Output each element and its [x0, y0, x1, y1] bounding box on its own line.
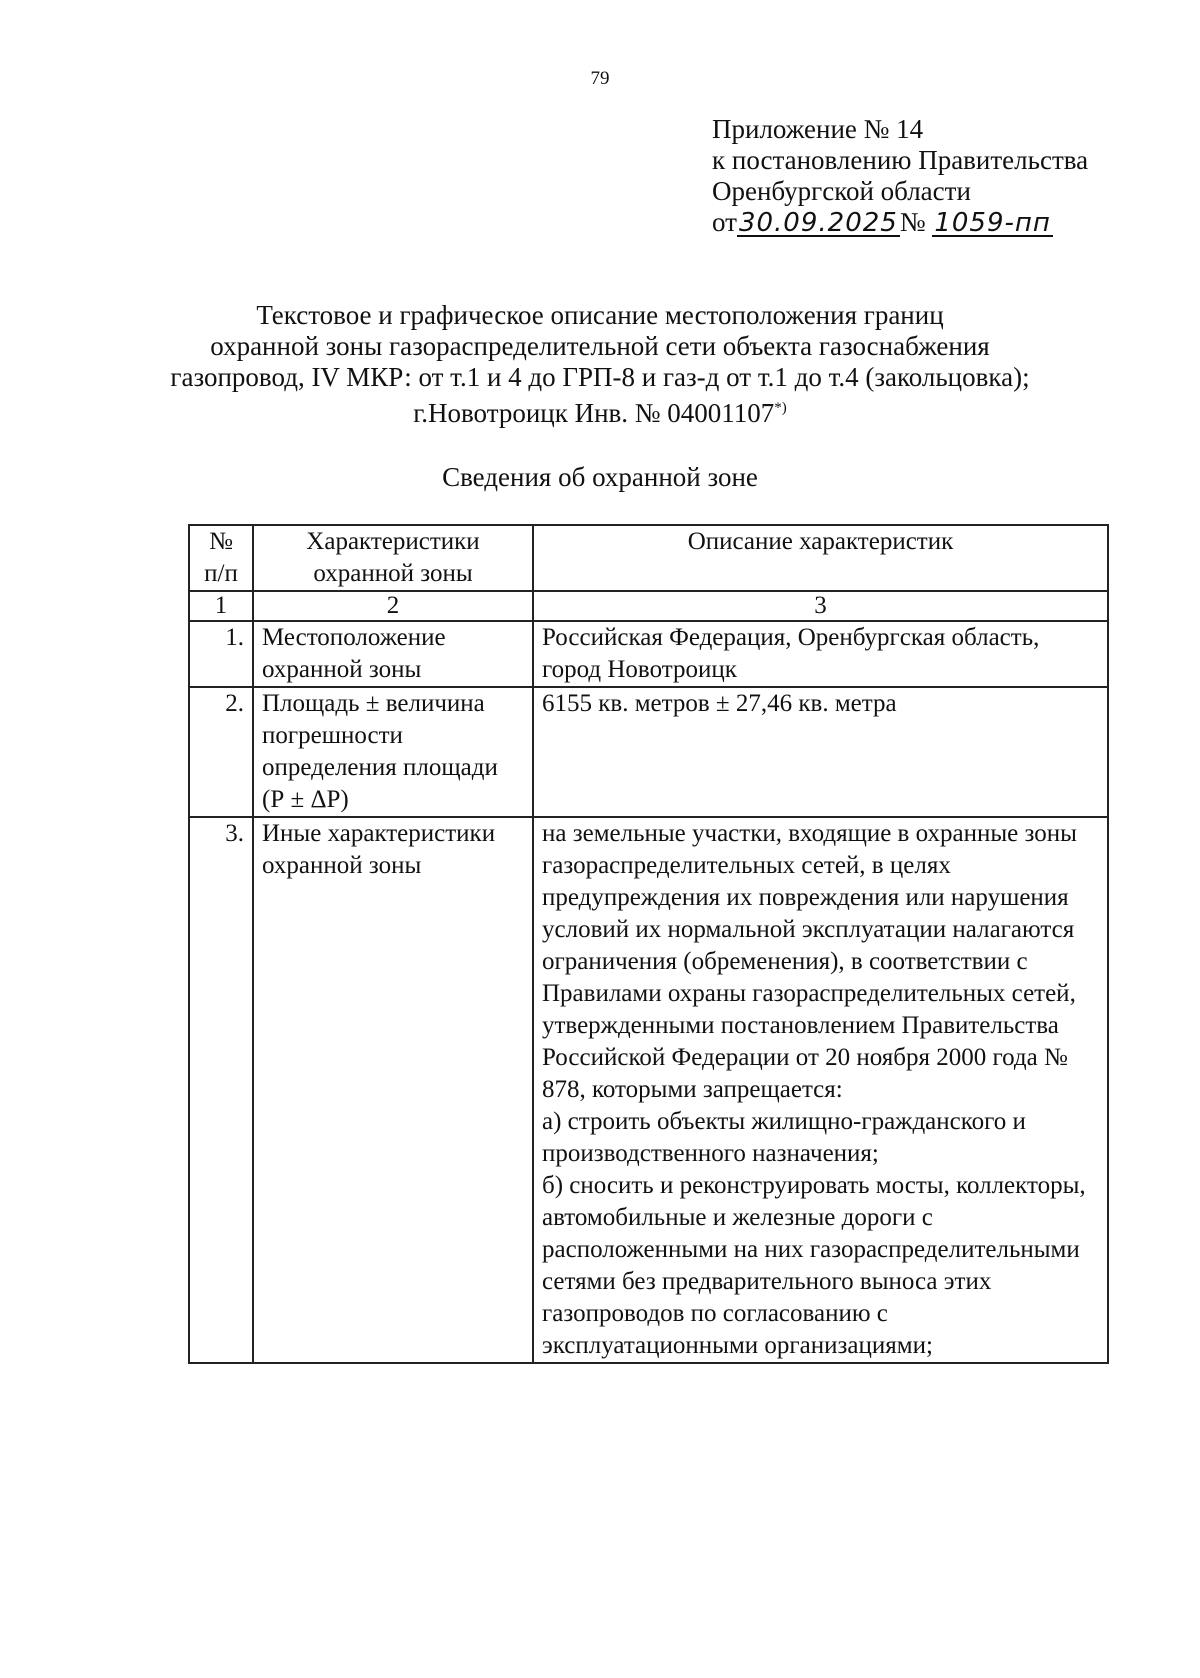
row-characteristic: Местоположение охранной зоны: [253, 621, 533, 687]
title-line-1: Текстовое и графическое описание местоположения границ: [256, 300, 944, 330]
index-cell-2: 2: [253, 591, 533, 621]
section-subtitle: Сведения об охранной зоне: [442, 462, 758, 492]
header-characteristic: Характеристики охранной зоны: [253, 525, 533, 591]
zone-info-table: [188, 524, 1109, 1364]
description-paragraph: на земельные участки, входящие в охранные зоны газораспределительных сетей, в целях предупреждения их повреждения или нарушения условий их нормальной эксплуатации налагаются ограничения (обременения), в соответствии с Правилами охраны газораспределительных сетей, утвержденными постановлением Правительства Российской Федерации от 20 ноября 2000 года № 878, которыми запрещается:: [542, 820, 1077, 1103]
description-paragraph: 6155 кв. метров ± 27,46 кв. метра: [542, 690, 897, 717]
appendix-header: [712, 114, 1088, 238]
title-line-2: охранной зоны газораспределительной сети объекта газоснабжения: [210, 331, 990, 361]
handwritten-number: 1059-пп: [934, 208, 1051, 238]
row-description: [533, 687, 1108, 817]
table-index-row: [189, 591, 1108, 621]
header-number: № п/п: [189, 525, 253, 591]
appendix-line-2: к постановлению Правительства: [712, 145, 1089, 175]
number-sign: №: [899, 207, 926, 237]
from-prefix: от: [712, 207, 737, 237]
table-row: [189, 817, 1108, 1363]
footnote-mark: *): [774, 400, 787, 416]
handwritten-date: 30.09.2025: [738, 208, 898, 238]
row-number: 2.: [189, 687, 253, 817]
title-line-4-text: г.Новотроицк Инв. № 04001107: [413, 398, 775, 428]
table-row: [189, 687, 1108, 817]
row-number: 1.: [189, 621, 253, 687]
page-number: 79: [590, 68, 610, 89]
table-row: [189, 621, 1108, 687]
title-line-4: [0, 393, 1200, 429]
row-description: [533, 817, 1108, 1363]
description-paragraph: а) строить объекты жилищно-гражданского и производственного назначения;: [542, 1108, 1026, 1167]
row-number: 3.: [189, 817, 253, 1363]
table-header-row: [189, 525, 1108, 591]
row-description: [533, 621, 1108, 687]
title-line-3: газопровод, IV МКР: от т.1 и 4 до ГРП-8 и газ-д от т.1 до т.4 (закольцовка);: [170, 362, 1030, 392]
index-cell-3: 3: [533, 591, 1108, 621]
appendix-date-line: [712, 207, 1088, 238]
description-paragraph: б) сносить и реконструировать мосты, коллекторы, автомобильные и железные дороги с расположенными на них газораспределительными сетями без предварительного выноса этих газопроводов по согласованию с эксплуатационными организациями;: [542, 1172, 1086, 1359]
appendix-line-3: Оренбургской области: [712, 176, 971, 206]
description-paragraph: Российская Федерация, Оренбургская область, город Новотроицк: [542, 624, 1040, 683]
row-characteristic: Иные характеристики охранной зоны: [253, 817, 533, 1363]
header-description: Описание характеристик: [533, 525, 1108, 591]
appendix-line-1: Приложение № 14: [712, 114, 924, 144]
index-cell-1: 1: [189, 591, 253, 621]
document-title: [0, 300, 1200, 429]
row-characteristic: Площадь ± величина погрешности определения площади (Р ± ΔР): [253, 687, 533, 817]
